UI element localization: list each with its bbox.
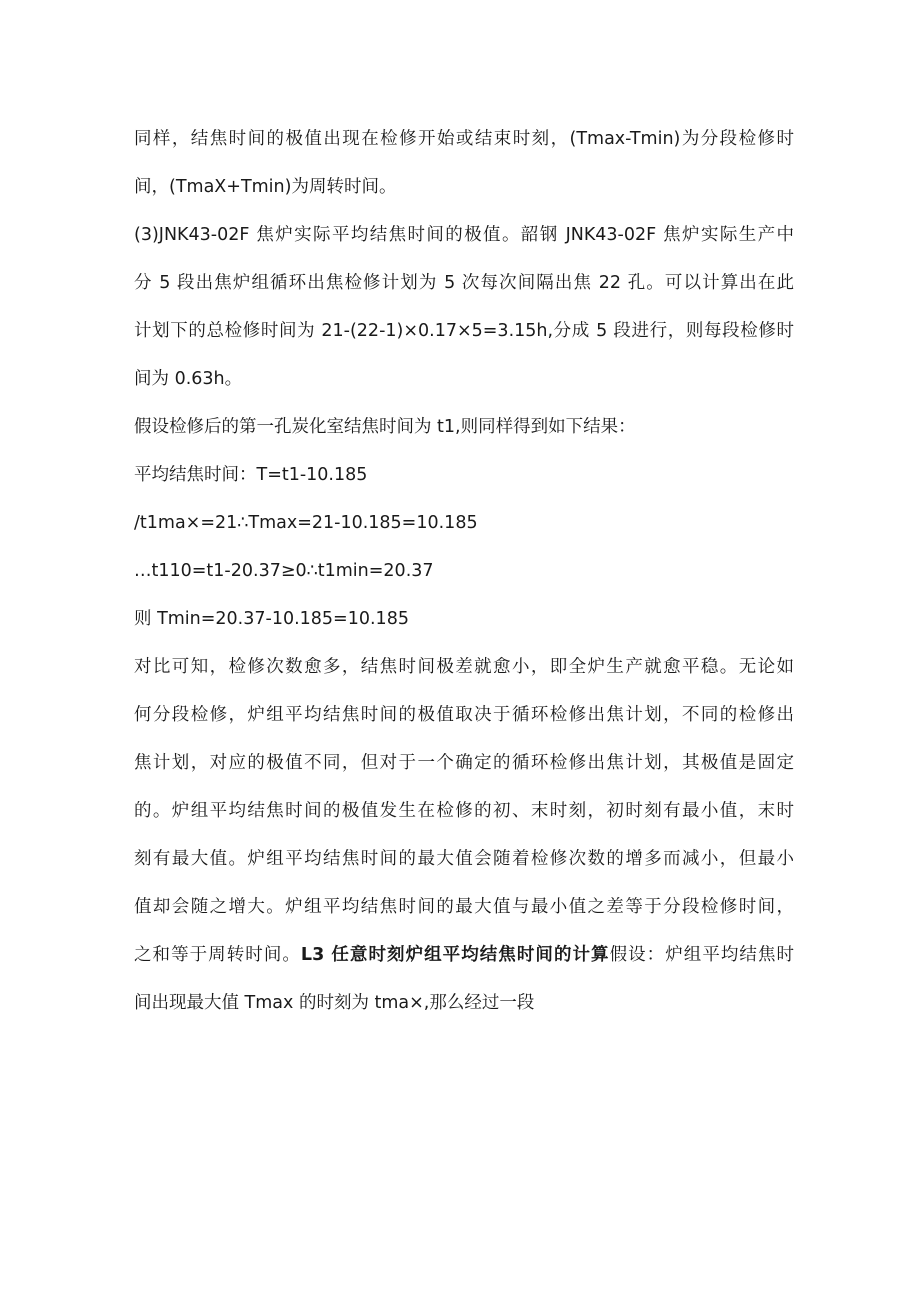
text-line: 间出现最大值 Tmax 的时刻为 tma×,那么经过一段 [134, 993, 535, 1013]
text-fragment: 之和等于周转时间。 [134, 945, 301, 965]
text-line: /t1ma×=21∴Tmax=21-10.185=10.185 [134, 513, 478, 533]
text-line: …t110=t1-20.37≥0∴t1min=20.37 [134, 561, 434, 581]
text-line: 刻有最大值。炉组平均结焦时间的最大值会随着检修次数的增多而减小，但最小 [134, 849, 794, 869]
text-line: 假设检修后的第一孔炭化室结焦时间为 t1,则同样得到如下结果： [134, 417, 636, 437]
text-line: (3)JNK43-02F 焦炉实际平均结焦时间的极值。韶钢 JNK43-02F 焦炉实际生产中 [134, 225, 794, 245]
text-line: 分 5 段出焦炉组循环出焦检修计划为 5 次每次间隔出焦 22 孔。可以计算出在此 [134, 273, 794, 293]
text-fragment: 假设：炉组平均结焦时 [609, 945, 794, 965]
text-line: 值却会随之增大。炉组平均结焦时间的最大值与最小值之差等于分段检修时间， [134, 897, 794, 917]
text-line-with-heading [134, 943, 794, 967]
text-line: 平均结焦时间：T=t1-10.185 [134, 465, 368, 485]
text-line: 间，(TmaX+Tmin)为周转时间。 [134, 177, 397, 197]
text-line: 间为 0.63h。 [134, 369, 243, 389]
text-line: 对比可知，检修次数愈多，结焦时间极差就愈小，即全炉生产就愈平稳。无论如 [134, 657, 794, 677]
section-heading: L3 任意时刻炉组平均结焦时间的计算 [300, 945, 610, 965]
text-line: 的。炉组平均结焦时间的极值发生在检修的初、末时刻，初时刻有最小值，末时 [134, 801, 794, 821]
text-line: 则 Tmin=20.37-10.185=10.185 [134, 609, 409, 629]
text-line: 何分段检修，炉组平均结焦时间的极值取决于循环检修出焦计划，不同的检修出 [134, 705, 794, 725]
text-line: 计划下的总检修时间为 21-(22-1)×0.17×5=3.15h,分成 5 段进行，则每段检修时 [134, 321, 794, 341]
text-line: 同样，结焦时间的极值出现在检修开始或结束时刻，(Tmax-Tmin)为分段检修时 [134, 129, 794, 149]
text-line: 焦计划，对应的极值不同，但对于一个确定的循环检修出焦计划，其极值是固定 [134, 753, 794, 773]
